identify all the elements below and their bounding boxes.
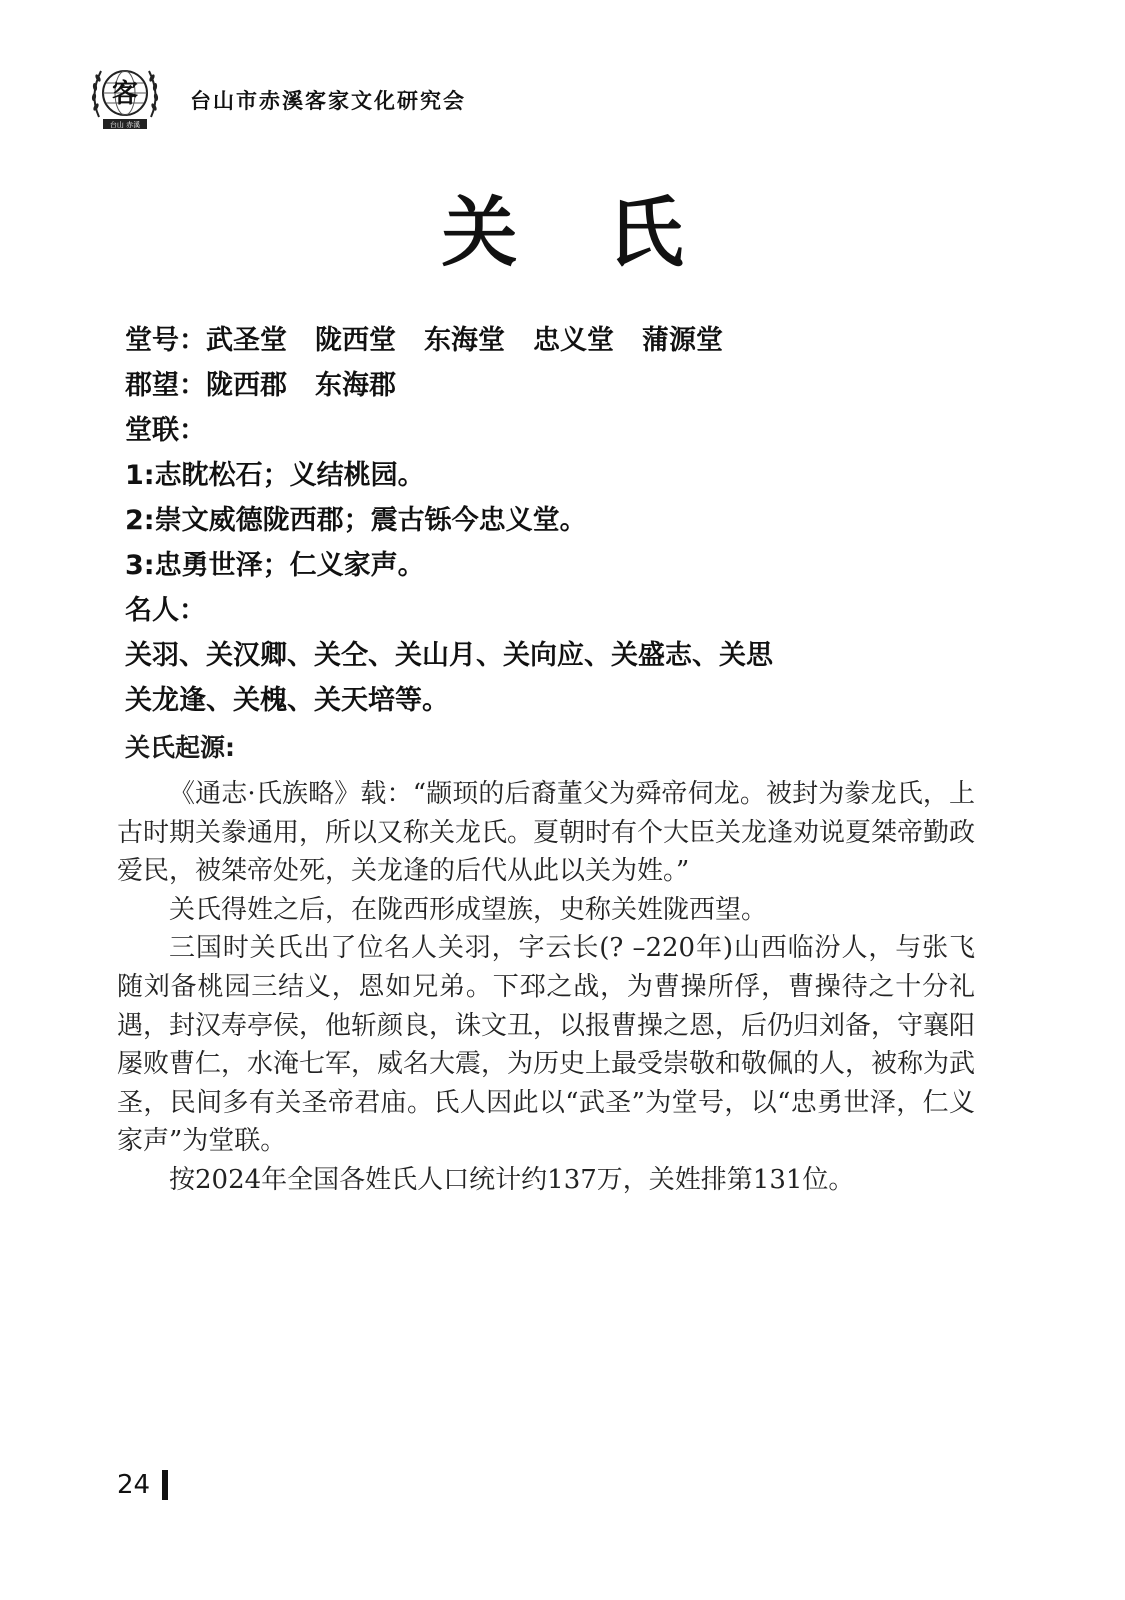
couplet-1: 1:志眈松石；义结桃园。 [125, 460, 425, 491]
hall-name: 东海堂 [424, 325, 505, 356]
commandery-label: 郡望： [125, 370, 206, 401]
origin-paragraph-1: 《通志·氏族略》载：“颛顼的后裔董父为舜帝伺龙。被封为豢龙氏，上古时期关豢通用，所以又称关龙氏。夏朝时有个大臣关龙逢劝说夏桀帝勤政爱民，被桀帝处死，关龙逢的后代从此以关为姓。” [117, 779, 976, 887]
logo-ribbon-text: 台山 赤溪 [109, 121, 141, 129]
origin-body [117, 775, 975, 1200]
page-number: 24 [117, 1470, 151, 1500]
organization-name: 台山市赤溪客家文化研究会 [190, 89, 466, 113]
clan-info [125, 318, 1025, 723]
origin-paragraph-4: 按2024年全国各姓氏人口统计约137万，关姓排第131位。 [169, 1164, 855, 1195]
couplet-label: 堂联： [125, 415, 206, 446]
hall-name: 陇西堂 [315, 325, 396, 356]
logo-character: 客 [111, 79, 139, 109]
origin-heading: 关氏起源: [125, 733, 235, 762]
origin-paragraph-3: 三国时关氏出了位名人关羽，字云长(? –220年)山西临汾人，与张飞随刘备桃园三结义，恩如兄弟。下邳之战，为曹操所俘，曹操待之十分礼遇，封汉寿亭侯，他斩颜良，诛文丑，以报曹操之恩，后仍归刘备，守襄阳屡败曹仁，水淹七军，威名大震，为历史上最受崇敬和敬佩的人，被称为武圣，民间多有关圣帝君庙。氏人因此以“武圣”为堂号，以“忠勇世泽，仁义家声”为堂联。 [117, 933, 976, 1157]
hall-name: 蒲源堂 [642, 325, 723, 356]
origin-paragraph-2: 关氏得姓之后，在陇西形成望族，史称关姓陇西望。 [169, 894, 768, 925]
page-footer [117, 1470, 168, 1506]
celebrities-line-1: 关羽、关汉卿、关仝、关山月、关向应、关盛志、关思 [125, 640, 773, 671]
page-title: 关氏 [441, 188, 774, 277]
hall-names-line [125, 318, 1025, 363]
hall-name: 武圣堂 [206, 325, 287, 356]
commandery-line [125, 363, 1025, 408]
celebrities-line-2: 关龙逢、关槐、关天培等。 [125, 685, 449, 716]
commandery-name: 东海郡 [315, 370, 396, 401]
celebrities-label: 名人： [125, 595, 206, 626]
page-header [85, 55, 685, 135]
page-number-bar [162, 1470, 168, 1500]
hall-label: 堂号： [125, 325, 206, 356]
couplet-2: 2:崇文威德陇西郡；震古铄今忠义堂。 [125, 505, 587, 536]
hall-name: 忠义堂 [533, 325, 614, 356]
commandery-name: 陇西郡 [206, 370, 287, 401]
couplet-3: 3:忠勇世泽；仁义家声。 [125, 550, 425, 581]
association-logo [85, 55, 165, 135]
